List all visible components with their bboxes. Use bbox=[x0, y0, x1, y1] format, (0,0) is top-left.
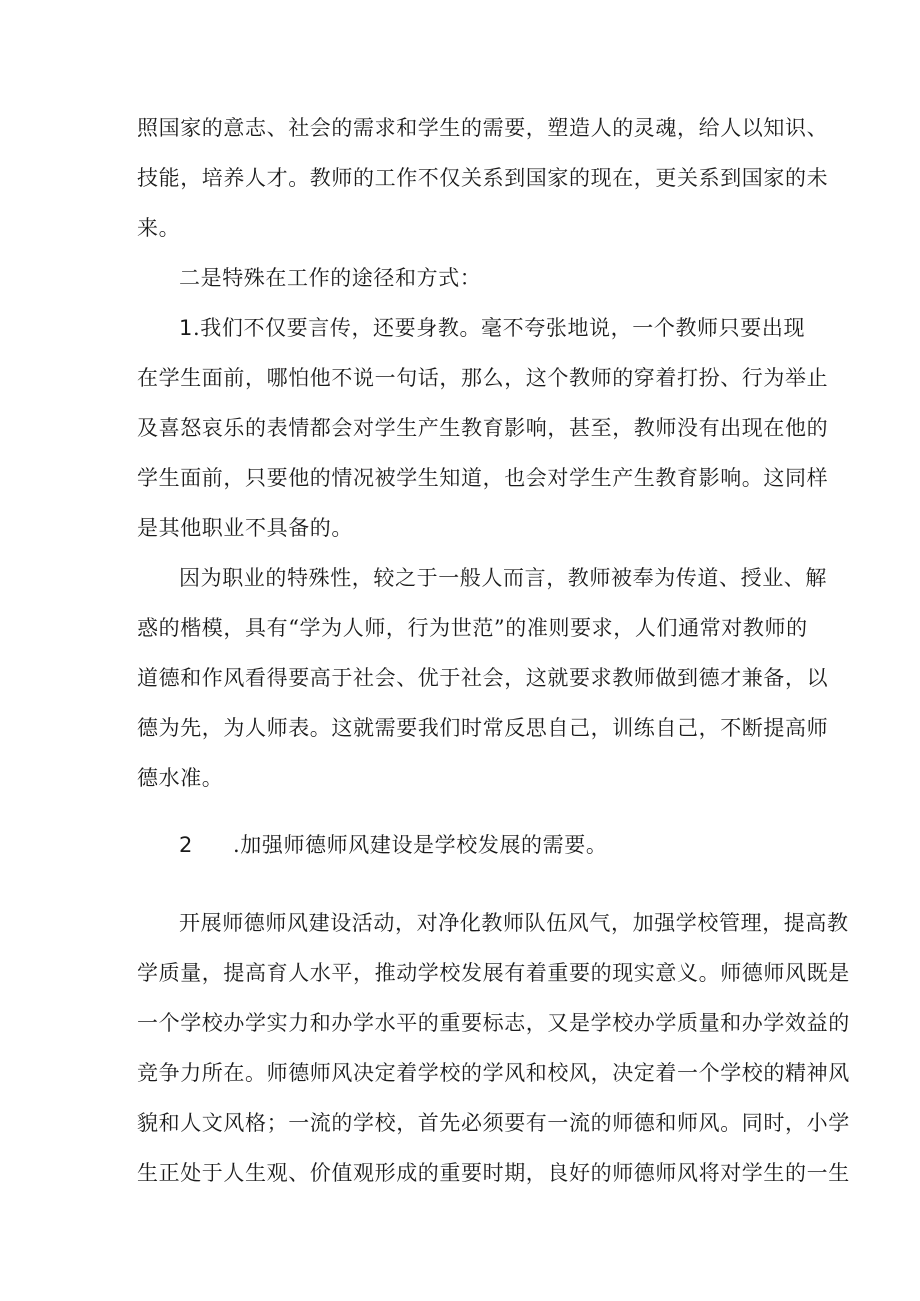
paragraph-line: 竞争力所在。师德师风决定着学校的学风和校风，决定着一个学校的精神风 bbox=[137, 1061, 850, 1085]
paragraph-line: 照国家的意志、社会的需求和学生的需要，塑造人的灵魂，给人以知识、 bbox=[137, 116, 829, 140]
list-number: 1 bbox=[179, 316, 193, 340]
paragraph-line: 德水准。 bbox=[137, 766, 224, 790]
section-intro: 二是特殊在工作的途径和方式： bbox=[179, 266, 482, 290]
paragraph-line: 及喜怒哀乐的表情都会对学生产生教育影响，甚至，教师没有出现在他的 bbox=[137, 416, 829, 440]
numbered-paragraph-first-line bbox=[179, 313, 829, 343]
heading-number: 2 bbox=[179, 833, 193, 857]
paragraph-line: 是其他职业不具备的。 bbox=[137, 516, 353, 540]
paragraph-text: .我们不仅要言传，还要身教。毫不夸张地说，一个教师只要出现 bbox=[192, 316, 806, 340]
section-heading bbox=[179, 830, 829, 860]
heading-text: .加强师德师风建设是学校发展的需要。 bbox=[232, 833, 608, 857]
paragraph-line: 惑的楷模，具有“学为人师，行为世范”的准则要求，人们通常对教师的 bbox=[137, 616, 808, 640]
paragraph-line: 来。 bbox=[137, 216, 181, 240]
paragraph-line: 学生面前，只要他的情况被学生知道，也会对学生产生教育影响。这同样 bbox=[137, 466, 829, 490]
paragraph-line: 开展师德师风建设活动，对净化教师队伍风气，加强学校管理，提高教 bbox=[179, 911, 849, 935]
paragraph-line: 貌和人文风格；一流的学校，首先必须要有一流的师德和师风。同时，小学 bbox=[137, 1111, 850, 1135]
paragraph-line: 道德和作风看得要高于社会、优于社会，这就要求教师做到德才兼备，以 bbox=[137, 666, 829, 690]
paragraph-line: 一个学校办学实力和办学水平的重要标志，又是学校办学质量和办学效益的 bbox=[137, 1011, 850, 1035]
paragraph-line: 技能，培养人才。教师的工作不仅关系到国家的现在，更关系到国家的未 bbox=[137, 166, 829, 190]
paragraph-line: 因为职业的特殊性，较之于一般人而言，教师被奉为传道、授业、解 bbox=[179, 566, 827, 590]
paragraph-line: 在学生面前，哪怕他不说一句话，那么，这个教师的穿着打扮、行为举止 bbox=[137, 366, 829, 390]
paragraph-line: 生正处于人生观、价值观形成的重要时期，良好的师德师风将对学生的一生 bbox=[137, 1161, 850, 1185]
paragraph-line: 德为先，为人师表。这就需要我们时常反思自己，训练自己，不断提高师 bbox=[137, 716, 829, 740]
paragraph-line: 学质量，提高育人水平，推动学校发展有着重要的现实意义。师德师风既是 bbox=[137, 961, 850, 985]
